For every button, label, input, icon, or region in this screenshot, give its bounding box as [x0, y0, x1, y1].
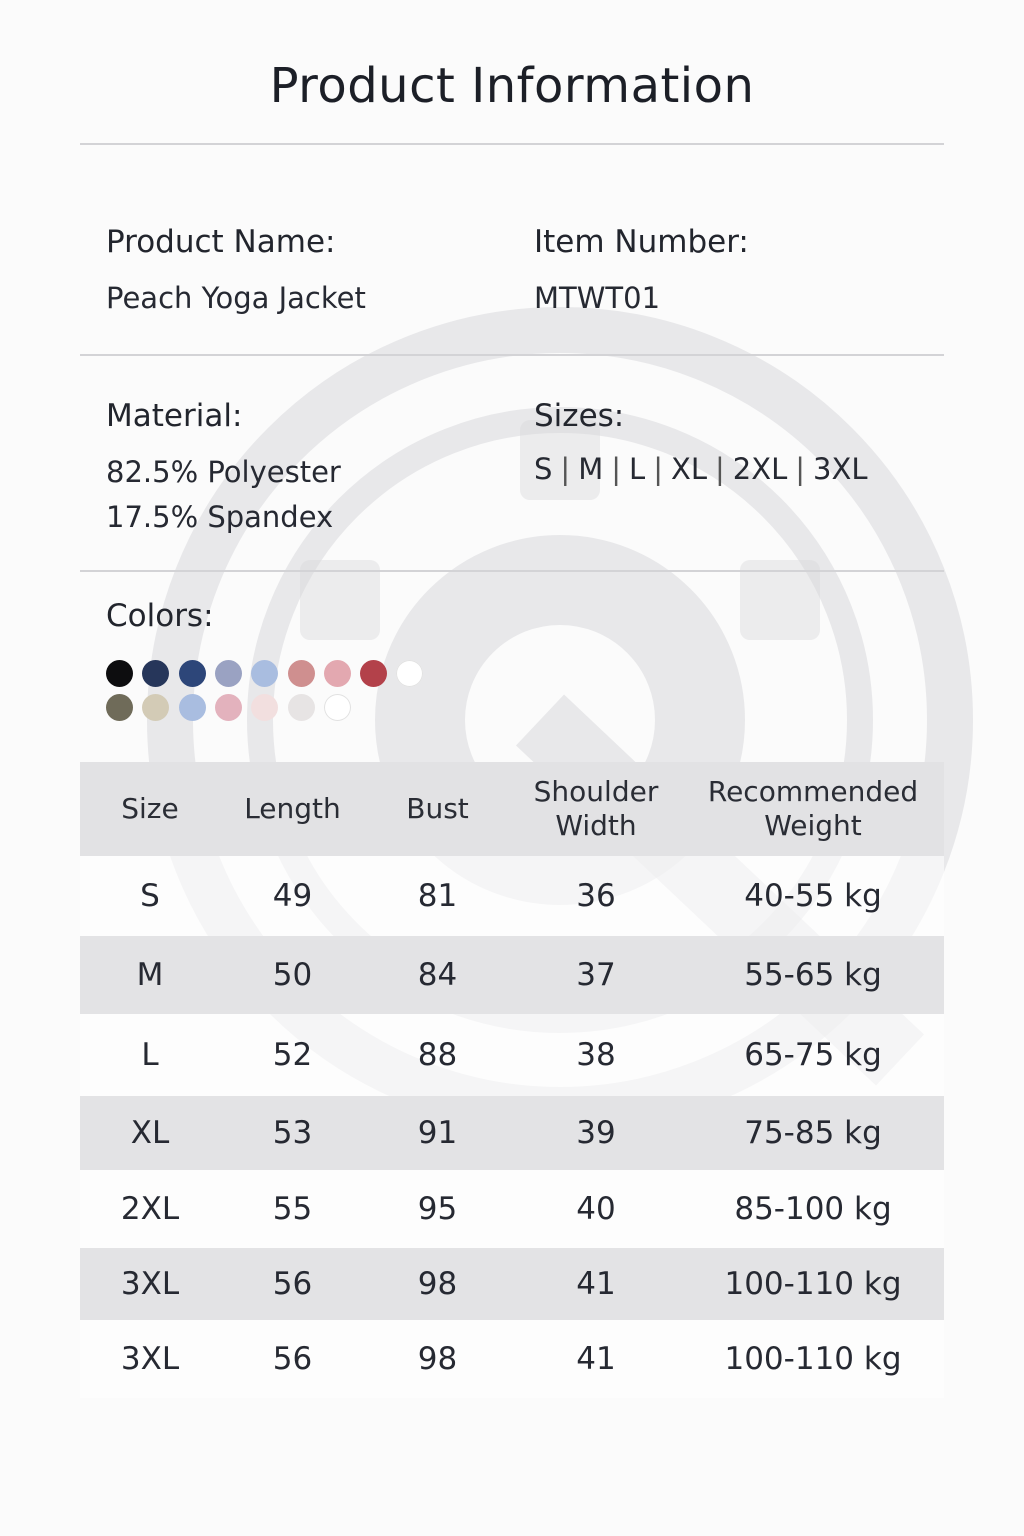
cell-bust: 91	[365, 1096, 510, 1170]
cell-shoulder: 38	[510, 1014, 682, 1096]
sizes-list: S | M | L | XL | 2XL | 3XL	[534, 452, 868, 486]
header-size-label: Size	[121, 792, 179, 825]
size-option: 3XL	[813, 452, 868, 486]
cell-weight: 100-110 kg	[682, 1320, 944, 1398]
product-name-value: Peach Yoga Jacket	[106, 281, 366, 315]
table-header-row	[80, 762, 944, 856]
divider	[80, 570, 944, 572]
header-size	[80, 762, 220, 856]
cell-shoulder: 37	[510, 936, 682, 1014]
material-line: 17.5% Spandex	[106, 500, 334, 534]
color-swatch[interactable]	[324, 660, 351, 687]
cell-shoulder: 41	[510, 1248, 682, 1320]
table-row	[80, 936, 944, 1014]
color-swatch[interactable]	[215, 694, 242, 721]
color-swatch[interactable]	[251, 694, 278, 721]
color-swatch[interactable]	[288, 694, 315, 721]
cell-size: 3XL	[80, 1248, 220, 1320]
table-row	[80, 1014, 944, 1096]
color-swatch[interactable]	[396, 660, 423, 687]
cell-weight: 75-85 kg	[682, 1096, 944, 1170]
cell-bust: 98	[365, 1248, 510, 1320]
cell-bust: 88	[365, 1014, 510, 1096]
header-shoulder-width-label: Shoulder Width	[533, 775, 659, 842]
size-option: XL	[670, 452, 707, 486]
cell-length: 52	[220, 1014, 365, 1096]
header-recommended-weight-label: Recommended Weight	[707, 775, 919, 842]
cell-shoulder: 36	[510, 856, 682, 936]
cell-size: S	[80, 856, 220, 936]
color-swatch[interactable]	[179, 694, 206, 721]
cell-bust: 84	[365, 936, 510, 1014]
cell-bust: 98	[365, 1320, 510, 1398]
cell-size: 3XL	[80, 1320, 220, 1398]
header-bust	[365, 762, 510, 856]
size-chart-table	[80, 762, 944, 1398]
cell-length: 50	[220, 936, 365, 1014]
cell-length: 56	[220, 1320, 365, 1398]
cell-length: 53	[220, 1096, 365, 1170]
product-name-label: Product Name:	[106, 224, 336, 260]
color-swatch[interactable]	[360, 660, 387, 687]
cell-shoulder: 41	[510, 1320, 682, 1398]
cell-shoulder: 40	[510, 1170, 682, 1248]
color-swatch[interactable]	[142, 660, 169, 687]
color-swatch[interactable]	[288, 660, 315, 687]
size-option: 2XL	[732, 452, 788, 486]
cell-length: 55	[220, 1170, 365, 1248]
cell-size: M	[80, 936, 220, 1014]
cell-size: L	[80, 1014, 220, 1096]
color-swatch[interactable]	[215, 660, 242, 687]
header-length	[220, 762, 365, 856]
material-line: 82.5% Polyester	[106, 455, 341, 489]
divider	[80, 143, 944, 145]
item-number-value: MTWT01	[534, 281, 661, 315]
size-option: M	[578, 452, 604, 486]
sizes-label: Sizes:	[534, 398, 625, 434]
color-swatch[interactable]	[251, 660, 278, 687]
material-label: Material:	[106, 398, 243, 434]
color-swatch[interactable]	[142, 694, 169, 721]
cell-weight: 100-110 kg	[682, 1248, 944, 1320]
table-row	[80, 1170, 944, 1248]
table-row	[80, 1248, 944, 1320]
colors-label: Colors:	[106, 598, 214, 634]
cell-weight: 65-75 kg	[682, 1014, 944, 1096]
page-title: Product Information	[269, 58, 755, 114]
cell-weight: 85-100 kg	[682, 1170, 944, 1248]
table-row	[80, 856, 944, 936]
header-shoulder-width	[510, 762, 682, 856]
cell-length: 56	[220, 1248, 365, 1320]
item-number-label: Item Number:	[534, 224, 749, 260]
cell-weight: 55-65 kg	[682, 936, 944, 1014]
color-swatch[interactable]	[179, 660, 206, 687]
table-row	[80, 1096, 944, 1170]
header-length-label: Length	[244, 792, 341, 825]
cell-size: XL	[80, 1096, 220, 1170]
color-swatch[interactable]	[324, 694, 351, 721]
divider	[80, 354, 944, 356]
cell-size: 2XL	[80, 1170, 220, 1248]
cell-weight: 40-55 kg	[682, 856, 944, 936]
size-option: L	[629, 452, 646, 486]
cell-bust: 95	[365, 1170, 510, 1248]
header-recommended-weight	[682, 762, 944, 856]
color-swatch[interactable]	[106, 660, 133, 687]
size-option: S	[534, 452, 553, 486]
color-swatch[interactable]	[106, 694, 133, 721]
cell-bust: 81	[365, 856, 510, 936]
cell-length: 49	[220, 856, 365, 936]
header-bust-label: Bust	[406, 792, 469, 825]
table-row	[80, 1320, 944, 1398]
cell-shoulder: 39	[510, 1096, 682, 1170]
